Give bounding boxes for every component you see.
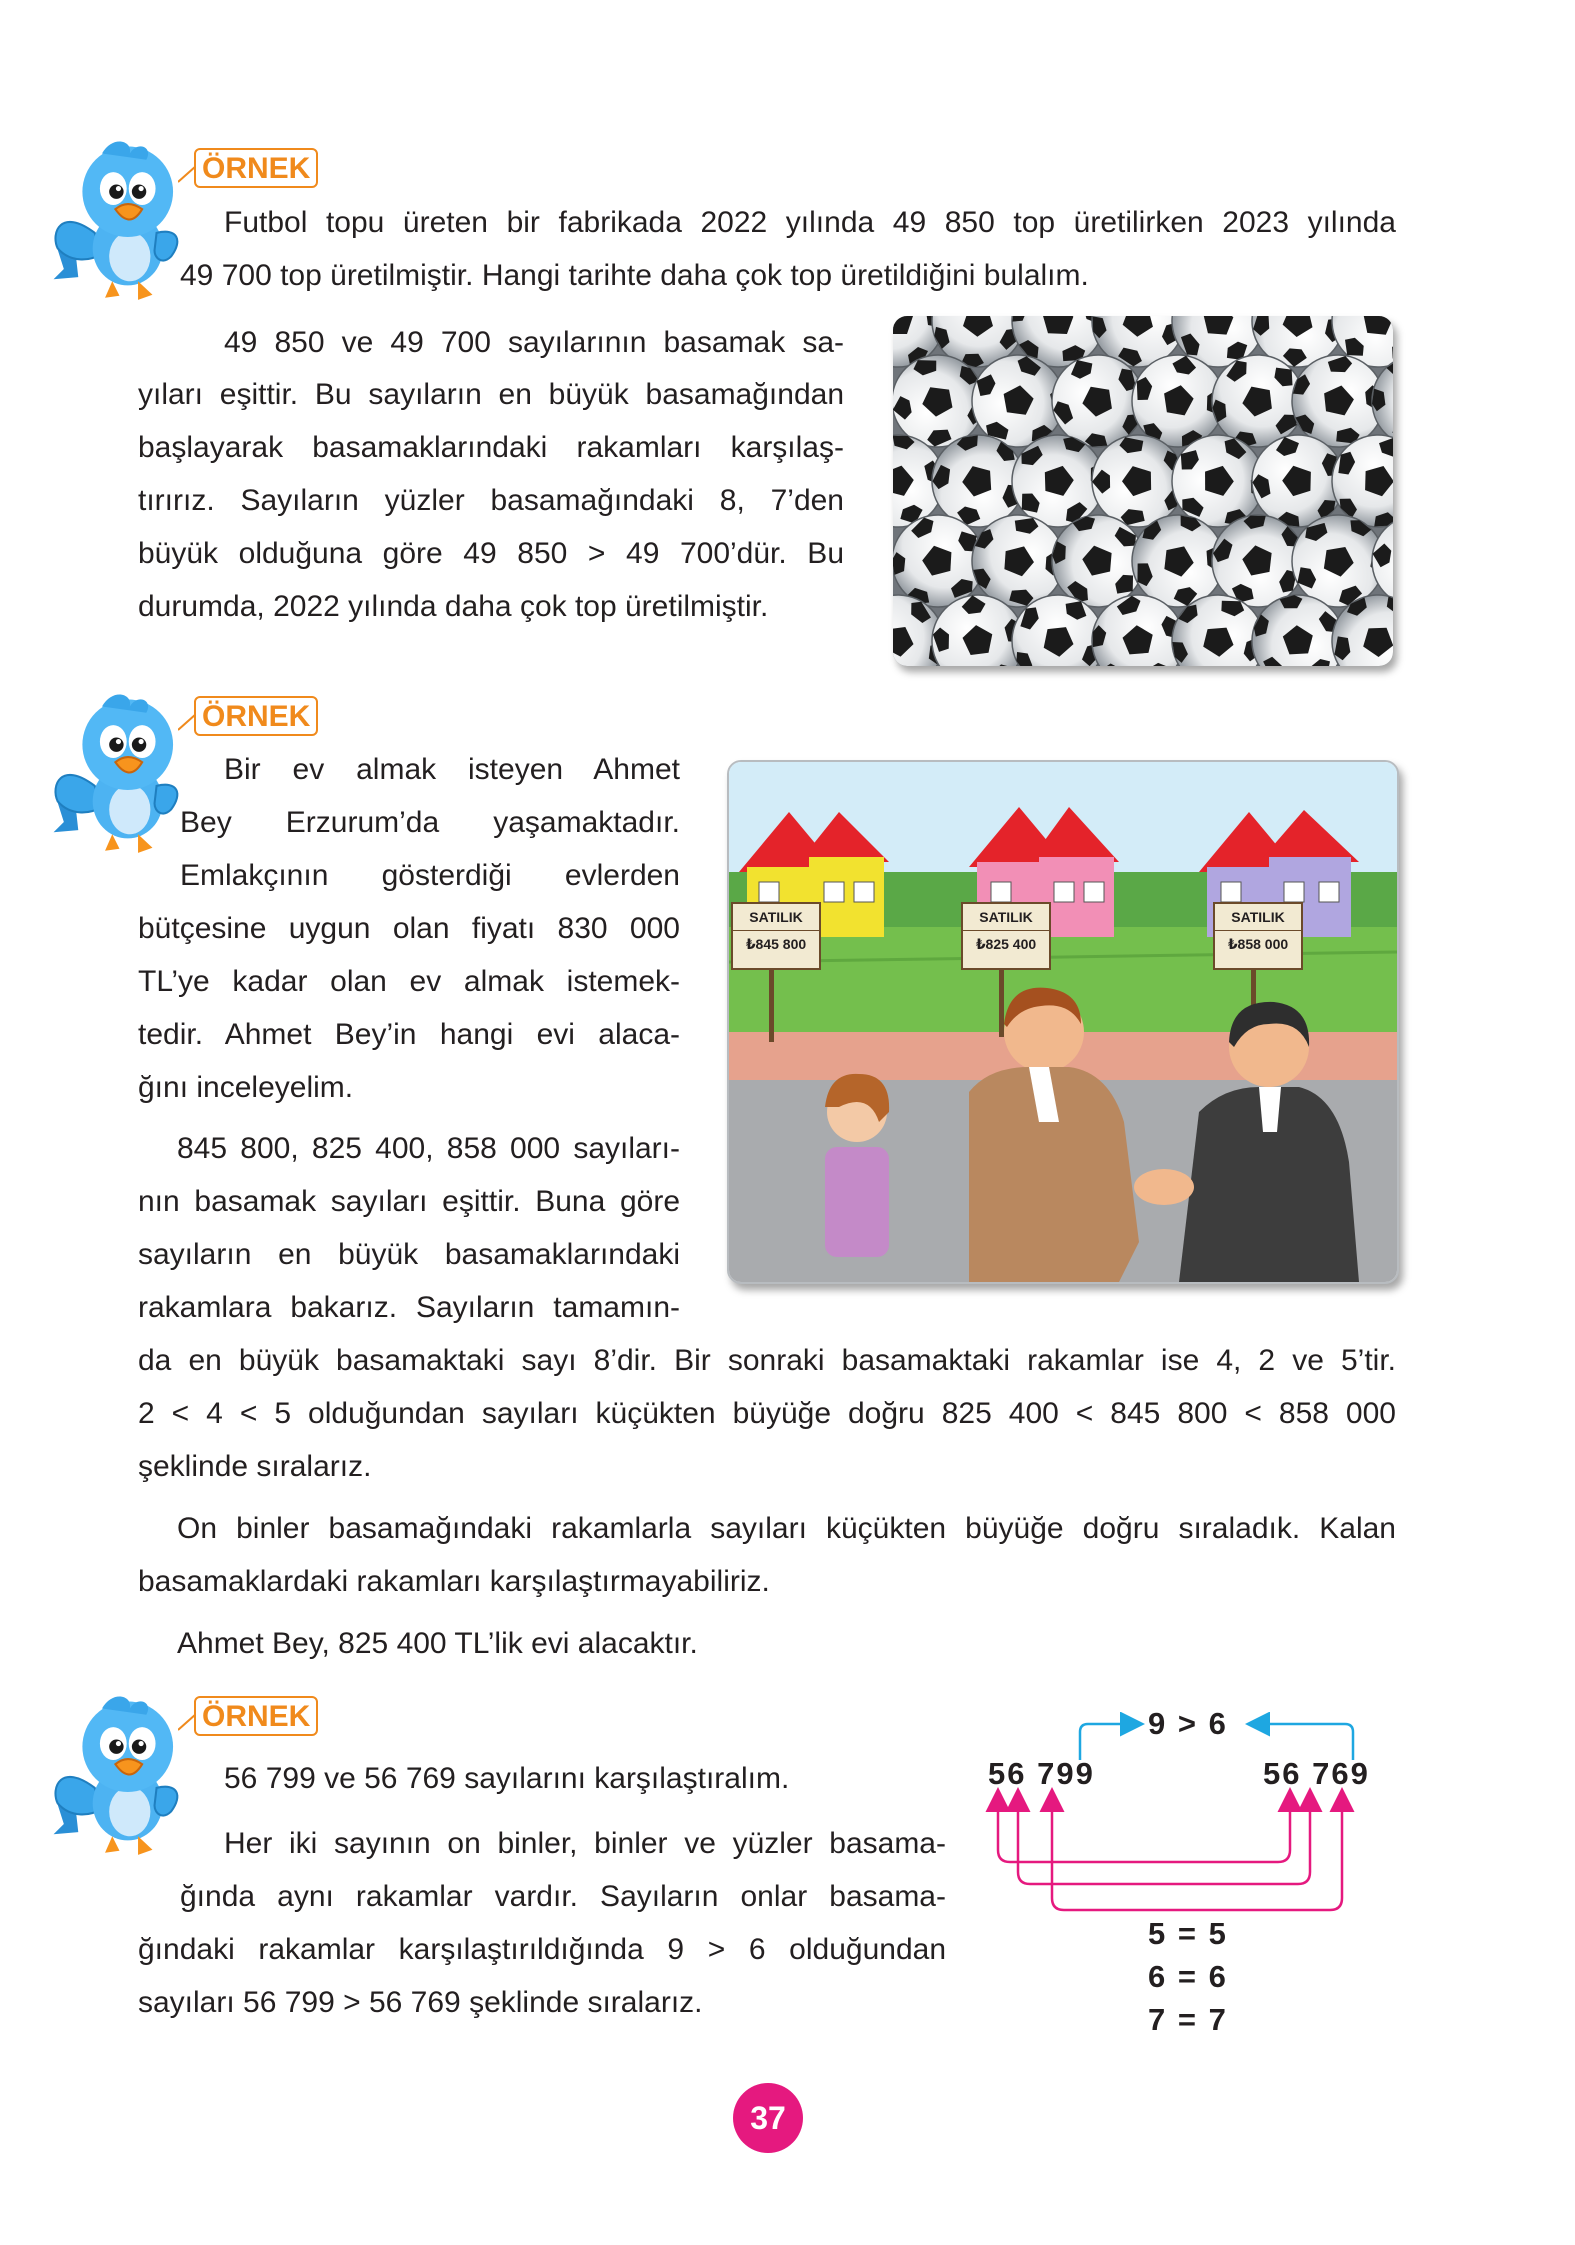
example3-body-line4: ğındaki rakamlar karşılaştırıldığında 9 > 6 olduğundan (138, 1933, 946, 1966)
sale-sign-title: SATILIK (963, 904, 1049, 931)
footballs-illustration (893, 316, 1393, 666)
sale-sign-price: ₺825 400 (975, 936, 1037, 952)
example2-wide-line6: Ahmet Bey, 825 400 TL’lik evi alacaktır. (177, 1627, 698, 1660)
example2-body-line7: ğını inceleyelim. (138, 1071, 354, 1104)
top-comparison: 9 > 6 (1148, 1706, 1228, 1741)
page-number: 37 (733, 2083, 803, 2153)
example2-body-line4: bütçesine uygun olan fiyatı 830 000 (138, 912, 680, 945)
example2-body-line1: Bir ev almak isteyen Ahmet (224, 753, 680, 786)
sale-sign-1 (731, 902, 821, 970)
example2-body-line11: rakamlara bakarız. Sayıların tamamın- (138, 1291, 680, 1324)
example2-body-line10: sayıların en büyük basamaklarındaki (138, 1238, 680, 1271)
example2-wide-line1: da en büyük basamaktaki sayı 8’dir. Bir sonraki basamaktaki rakamlar ise 4, 2 ve 5’tir. (138, 1344, 1396, 1377)
bird-mascot-icon (50, 135, 190, 305)
sale-sign-3 (1213, 902, 1303, 970)
example2-body-line9: nın basamak sayıları eşittir. Buna göre (138, 1185, 680, 1218)
equality-3: 7 = 7 (1148, 2002, 1228, 2037)
example2-body-line6: tedir. Ahmet Bey’in hangi evi alaca- (138, 1018, 680, 1051)
example1-intro-line2: 49 700 top üretilmiştir. Hangi tarihte daha çok top üretildiğini bulalım. (180, 259, 1089, 292)
sale-sign-title: SATILIK (733, 904, 819, 931)
example-label: ÖRNEK (194, 148, 318, 188)
example1-body-line3: başlayarak basamaklarındaki rakamları karşılaş- (138, 431, 844, 464)
equality-1: 5 = 5 (1148, 1916, 1228, 1951)
left-number: 56 799 (988, 1756, 1095, 1791)
example1-body-line2: yıları eşittir. Bu sayıların en büyük basamağından (138, 378, 844, 411)
house-sale-illustration (727, 760, 1399, 1284)
bird-mascot-icon (50, 1690, 190, 1860)
sale-sign-price: ₺858 000 (1227, 936, 1289, 952)
example-label: ÖRNEK (194, 1696, 318, 1736)
sale-sign-price: ₺845 800 (745, 936, 807, 952)
comparison-diagram (980, 1706, 1400, 2042)
example2-body-line2: Bey Erzurum’da yaşamaktadır. (180, 806, 680, 839)
bird-mascot-icon (50, 688, 190, 858)
example3-body-line2: Her iki sayının on binler, binler ve yüzler basama- (224, 1827, 946, 1860)
label-pointer-icon (178, 712, 196, 732)
example1-body-line4: tırırız. Sayıların yüzler basamağındaki 8, 7’den (138, 484, 844, 517)
footballs-photo (893, 316, 1393, 666)
label-pointer-icon (178, 1712, 196, 1732)
example2-wide-line2: 2 < 4 < 5 olduğundan sayıları küçükten büyüğe doğru 825 400 < 845 800 < 858 000 (138, 1397, 1396, 1430)
example2-wide-line5: basamaklardaki rakamları karşılaştırmayabiliriz. (138, 1565, 770, 1598)
example-label: ÖRNEK (194, 696, 318, 736)
sale-sign-2 (961, 902, 1051, 970)
right-number: 56 769 (1263, 1756, 1370, 1791)
example2-body-line5: TL’ye kadar olan ev almak istemek- (138, 965, 680, 998)
example1-body-line1: 49 850 ve 49 700 sayılarının basamak sa- (224, 326, 844, 359)
example3-body-line1: 56 799 ve 56 769 sayılarını karşılaştıralım. (224, 1762, 790, 1795)
equality-2: 6 = 6 (1148, 1959, 1228, 1994)
example3-body-line5: sayıları 56 799 > 56 769 şeklinde sıralarız. (138, 1986, 703, 2019)
label-pointer-icon (178, 164, 196, 184)
football (1091, 434, 1185, 528)
example2-body-line8: 845 800, 825 400, 858 000 sayıları- (177, 1132, 680, 1165)
example1-body-line5: büyük olduğuna göre 49 850 > 49 700’dür. Bu (138, 537, 844, 570)
example1-intro-line1: Futbol topu üreten bir fabrikada 2022 yılında 49 850 top üretilirken 2023 yılında (224, 206, 1396, 239)
example1-body-line6: durumda, 2022 yılında daha çok top üretilmiştir. (138, 590, 769, 623)
sale-sign-title: SATILIK (1215, 904, 1301, 931)
example2-body-line3: Emlakçının gösterdiği evlerden (180, 859, 680, 892)
example2-wide-line3: şeklinde sıralarız. (138, 1450, 372, 1483)
example3-body-line3: ğında aynı rakamlar vardır. Sayıların onlar basama- (180, 1880, 946, 1913)
example2-wide-line4: On binler basamağındaki rakamlarla sayıları küçükten büyüğe doğru sıraladık. Kalan (177, 1512, 1396, 1545)
